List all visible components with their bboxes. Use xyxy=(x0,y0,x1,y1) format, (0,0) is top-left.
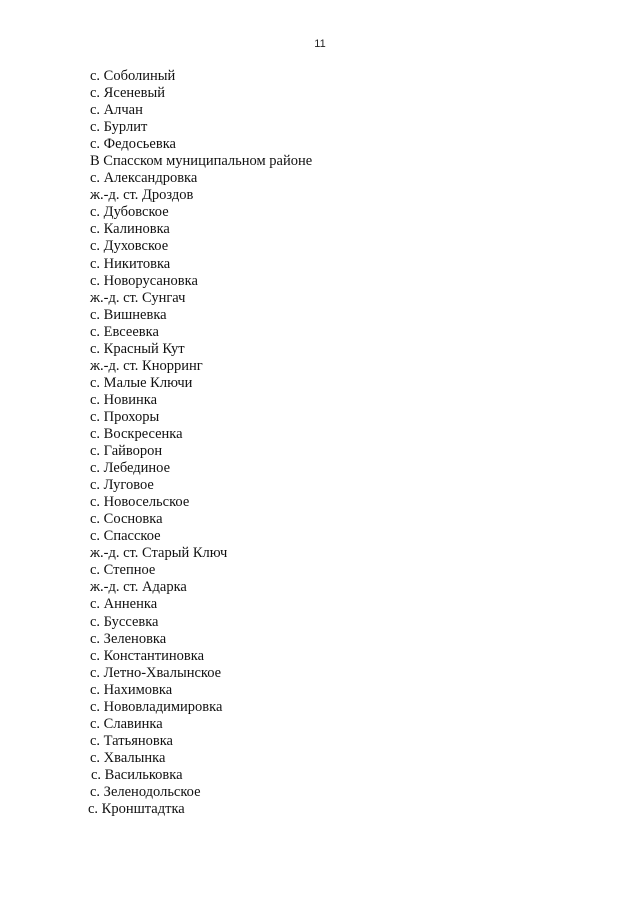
list-item: с. Константиновка xyxy=(90,647,205,664)
list-item: с. Новорусановка xyxy=(90,272,198,289)
list-item: с. Прохоры xyxy=(90,408,160,425)
list-item: с. Новосельское xyxy=(90,494,190,511)
list-item: ж.-д. ст. Дроздов xyxy=(90,187,194,204)
list-item: ж.-д. ст. Адарка xyxy=(90,579,187,596)
list-item: с. Вишневка xyxy=(90,306,167,323)
list-item: с. Зеленовка xyxy=(90,630,167,647)
list-item: с. Никитовка xyxy=(90,255,171,272)
list-item: с. Александровка xyxy=(90,170,198,187)
list-item: ж.-д. ст. Сунгач xyxy=(90,289,186,306)
list-item: с. Соболиный xyxy=(90,68,176,84)
list-item: с. Евсеевка xyxy=(90,323,159,340)
list-item: с. Лебединое xyxy=(90,460,171,477)
list-item: с. Славинка xyxy=(90,715,163,732)
list-item: с. Кронштадтка xyxy=(88,801,185,818)
list-item: с. Калиновка xyxy=(90,221,170,238)
list-item: с. Сосновка xyxy=(90,511,163,528)
list-item: с. Летно-Хвалынское xyxy=(90,664,222,681)
list-item: с. Зеленодольское xyxy=(90,783,201,800)
list-item: с. Нахимовка xyxy=(90,681,173,698)
list-item: с. Степное xyxy=(90,562,156,579)
list-item: с. Спасское xyxy=(90,528,161,545)
list-item: с. Новинка xyxy=(90,391,158,408)
list-item: с. Буссевка xyxy=(90,613,159,630)
list-item: с. Анненка xyxy=(90,596,158,613)
list-item: с. Духовское xyxy=(90,238,169,255)
list-item: с. Татьяновка xyxy=(90,732,173,749)
list-item: с. Хвалынка xyxy=(90,749,166,766)
list-item: с. Васильковка xyxy=(91,766,183,783)
list-item: с. Федосьевка xyxy=(90,136,176,153)
list-item: с. Ясеневый xyxy=(90,85,165,102)
list-item: с. Малые Ключи xyxy=(90,374,193,391)
list-item: с. Красный Кут xyxy=(90,340,185,357)
list-item: с. Алчан xyxy=(90,102,143,119)
settlement-list xyxy=(90,68,312,818)
list-item: с. Бурлит xyxy=(90,119,148,136)
page-number: 11 xyxy=(314,38,326,50)
list-item: с. Воскресенка xyxy=(90,425,183,442)
section-heading: В Спасском муниципальном районе xyxy=(90,153,313,170)
list-item: ж.-д. ст. Кнорринг xyxy=(90,357,203,374)
list-item: ж.-д. ст. Старый Ключ xyxy=(90,545,228,562)
list-item: с. Дубовское xyxy=(90,204,169,221)
list-item: с. Луговое xyxy=(90,477,154,494)
list-item: с. Гайворон xyxy=(90,443,163,460)
list-item: с. Нововладимировка xyxy=(90,698,223,715)
